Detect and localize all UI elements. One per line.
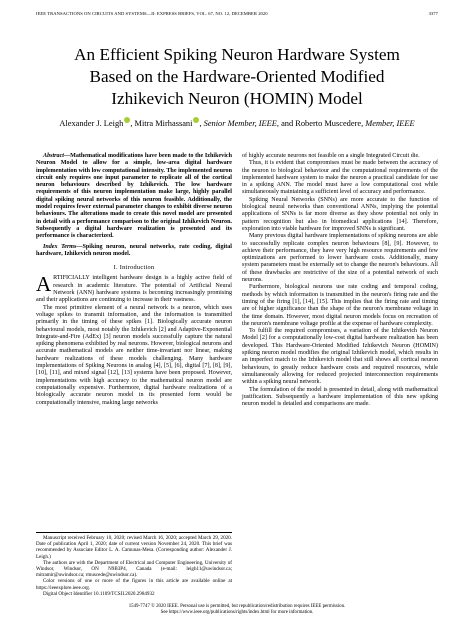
running-header — [36, 11, 438, 19]
intro-text: RTIFICIALLY intelligent hardware design is a highly active field of research in academic literature. The potential of Artificial Neural Network (ANN) hardware systems is becoming increasingly promising and their applications are continuing to increase in their vastness. — [36, 275, 232, 304]
journal-name: IEEE TRANSACTIONS ON CIRCUITS AND SYSTEMS—II: EXPRESS BRIEFS, VOL. 67, NO. 12, DECEMBER 2020 — [36, 11, 268, 16]
section-heading: I. Introduction — [113, 264, 155, 272]
abstract-label: Abstract— — [43, 153, 71, 159]
author-membership: , Senior Member, IEEE, — [199, 119, 279, 128]
body-paragraph: To fulfill the required compromises, a variation of the Izhikevich Neuron Model [2] for a computationally low-cost digital hardware realization has been developed. This Hardware-Oriented Modified Izhikevich Neuron (HOMIN) spiking neuron model modifies the original Izhikevich model, which results in an imperfect match to the Izhikevich model that still shows all cortical neuron behaviours, to greatly reduce hardware costs and required resources, while simultaneously allowing for reduced projected interconnection requirements within a spiking neural network. — [242, 328, 438, 386]
index-terms-label: Index Terms— — [43, 243, 83, 250]
copyright-footer — [30, 604, 444, 616]
index-terms — [36, 244, 232, 259]
left-column — [36, 153, 232, 407]
footnote — [36, 532, 232, 597]
index-terms-text: Spiking neuron, neural networks, rate coding, digital hardware, Izhikevich neuron model. — [36, 243, 233, 257]
body-paragraph: Thus, it is evident that compromises must be made between the accuracy of the neuron to biological behaviour and the computational requirements of the implemented hardware system to make the neuron a practical candidate for use in a spiking ANN. The model must have a low computational cost while simultaneously maintaining a sufficient level of accuracy and performance. — [242, 160, 438, 196]
author-name: and Roberto Muscedere, — [279, 119, 364, 128]
author-name: , Mitra Mirhassani — [130, 119, 193, 128]
intro-paragraph — [36, 272, 232, 304]
title-line: An Efficient Spiking Neuron Hardware System — [74, 45, 400, 64]
footnote-doi: Digital Object Identifier 10.1109/TCSII.2020.2984932 — [43, 590, 155, 597]
title-line: Based on the Hardware-Oriented Modified — [89, 67, 385, 86]
right-column — [242, 153, 438, 408]
footnote-affiliation: The authors are with the Department of Electrical and Computer Engineering, University of Windsor, Windsor, ON N9B3P4, Canada (e-mail: leigh11@uwindsor.ca; mitramir@uwindsor.ca; rmuscede@uwindsor.ca). — [36, 559, 232, 579]
author-name: Alexander J. Leigh — [59, 119, 124, 128]
body-paragraph: of highly accurate neurons not feasible on a single Integrated Circuit die. — [242, 153, 420, 159]
page-number: 3377 — [428, 11, 438, 16]
footnote-manuscript: Manuscript received February 10, 2020; revised March 16, 2020; accepted March 29, 2020. Date of publication April 1, 2020; date of current version November 24, 2020. This brief was recommended by Associate Editor L. A. Camunas-Mesa. (Corresponding author: Alexander J. Leigh.) — [36, 535, 232, 560]
title-line: Izhikevich Neuron (HOMIN) Model — [111, 89, 363, 108]
permissions-line: See https://www.ieee.org/publications/rights/index.html for more information. — [160, 610, 314, 616]
drop-cap: A — [36, 272, 52, 297]
body-paragraph: Many previous digital hardware implementations of spiking neurons are able to successfully replicate complex neuron behaviours [8], [9]. However, to achieve their performance, they have very high resource requirements and few optimizations are performed to lower hardware costs. Additionally, many system parameters must be externally set to change the neuron's behaviours. All of these drawbacks are restrictive of the size of a potential network of such neurons. — [242, 233, 438, 284]
copyright-line: 1549-7747 © 2020 IEEE. Personal use is permitted, but republication/redistribution requires IEEE permission. — [128, 604, 346, 609]
body-paragraph: Spiking Neural Networks (SNNs) are more accurate to the function of biological neural networks than conventional ANNs, implying the potential applications of SNNs is far more diverse as they show potential not only in pattern recognition but also in biomedical applications [14]. Therefore, exploration into viable hardware for improved SNNs is significant. — [242, 196, 438, 232]
body-paragraph: The formulation of the model is presented in detail, along with mathematical justification. Subsequently a hardware implementation of this new spiking neuron model is detailed and comparisons are made. — [242, 386, 438, 408]
abstract — [36, 153, 232, 241]
paper-title — [30, 44, 444, 110]
body-paragraph: Furthermore, biological neurons use rate coding and temporal coding, methods by which information is transmitted in the neuron's firing rate and the timing of the firing [1], [14], [15]. This implies that the firing rate and timing are of higher significance than the shape of the neuron's membrane voltage in the time domain. However, most digital neuron models focus on recreation of the neuron's membrane voltage profile at the expense of hardware complexity. — [242, 284, 438, 327]
body-paragraph: The most primitive element of a neural network is a neuron, which uses voltage spikes to transmit information, and the information is transmitted primarily in the timing of these spikes [1]. Biologically accurate neuron behavioural models, most notably the Izhikevich [2] and Adaptive-Exponential Integrate-and-Fire (AdEx) [3] neuron models successfully capture the natural spiking phenomena exhibited by real neurons. However, biological neurons and accurate mathematical models are neither time-invariant nor linear, making hardware realizations of these models challenging. Many hardware implementations of Spiking Neurons in analog [4], [5], [6], digital [7], [8], [9], [10], [11], and mixed signal [12], [13] systems have been proposed. However, implementations with high accuracy to the mathematical neuron model are computationally expensive. Furthermore, digital hardware realizations of a biologically accurate neuron model in its presented form would be computationally intensive, making large networks — [36, 304, 232, 406]
abstract-text: Mathematical modifications have been made to the Izhikevich Neuron Model to allow for a simple, low-area digital hardware implementation with low computational intensity. The implemented neuron circuit only requires one input parameter to replicate all of the cortical neuron behaviours described by Izhikevich. The low hardware requirements of this neuron implementation make large, highly parallel digital spiking neural networks of this neuron feasible. Additionally, the model requires fewer external parameter changes to exhibit diverse neuron behaviours. The alterations made to create this novel model are presented in detail with a performance comparison to the original Izhikevich Neuron. Subsequently a digital hardware realization is presented and its performance is characterized. — [36, 153, 232, 240]
footnote-color: Color versions of one or more of the figures in this article are available online at https://ieeexplore.ieee.org. — [36, 578, 232, 591]
author-list — [30, 117, 444, 129]
author-membership: Member, IEEE — [363, 119, 415, 128]
